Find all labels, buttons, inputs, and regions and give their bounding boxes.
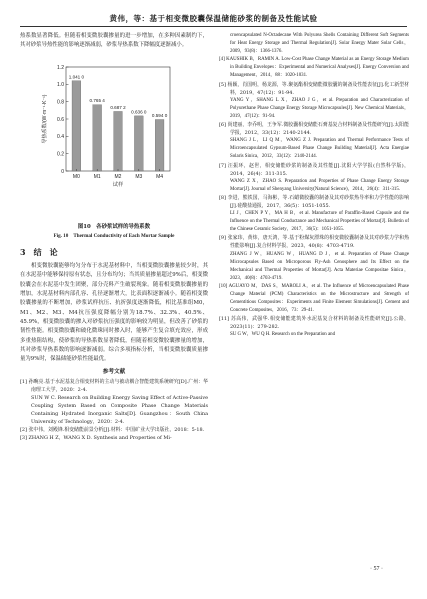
reference-entry xyxy=(219,283,409,315)
right-column-references xyxy=(219,32,409,340)
section-title: 结 论 xyxy=(33,247,58,258)
data-label: 0.687 2 xyxy=(110,104,126,110)
reference-entry xyxy=(20,434,208,442)
reference-entry xyxy=(219,210,409,234)
reference-number: [8] xyxy=(219,194,228,201)
reference-number: [6] xyxy=(219,122,228,129)
reference-text: AGUAYO M，DAS S，MAROLI A，et al. The Influence of Microencapsulated Phase Change Material (PCM) Characteristics on the Microstructure and Strength of Cementitious Composites：Experiments and Finite Element Simulations[J]. Cement and Concrete Composites，2016，73：29-41. xyxy=(228,283,409,314)
page-number: · 57 · xyxy=(370,566,383,572)
reference-number: [7] xyxy=(219,162,228,169)
reference-number: [1] xyxy=(20,378,29,385)
x-tick-label: M1 xyxy=(93,173,101,180)
reference-entry xyxy=(219,32,409,56)
reference-entry xyxy=(20,426,208,434)
reference-text: 汪振环，赵世，相变储能砂浆的制备及其性能[J].沈阳大学学报(自然科学版)，2014，26(4)：311-315. xyxy=(227,162,410,177)
references-heading: 参考文献 xyxy=(102,369,126,376)
intro-paragraph: 热系数显著降低。但随着相变微胶囊掺量的进一步增加，在多种因素制约下，其对砂浆导热性能的影响逐渐减弱，砂浆导热系数下降幅度逐渐减小。 xyxy=(20,33,208,49)
reference-text: 苏高伟，武强华.相变储能建筑外水泥基复合材料的制备及性能研究[J].公路，2023(11)：279-282. xyxy=(230,316,409,331)
left-references xyxy=(20,378,208,443)
reference-text: 尚建丽，李乔明，王争军.微胶囊相变储能石膏基复合材料制备及性能研究[J].太阳能学报，2012，33(12)：2140-2144. xyxy=(227,122,410,137)
header-rule xyxy=(20,26,407,27)
reference-entry xyxy=(20,394,208,426)
bar-m2 xyxy=(114,111,123,171)
y-tick-label: 0 xyxy=(61,168,64,175)
reference-entry xyxy=(219,251,409,283)
data-label: 1.041 0 xyxy=(68,73,85,79)
bar-m0 xyxy=(72,80,81,170)
reference-number: [9] xyxy=(219,235,228,242)
reference-text: 张家玮，黄炜，唐天鸿，等.基于粉煤灰漂珠的相变微胶囊制备及其对砂浆力学和热性能影响[J].复合材料学报，2023，40(8)：4703-4719. xyxy=(227,235,409,250)
y-axis-label: 导热系数/(W·m⁻¹·K⁻¹) xyxy=(42,94,48,144)
running-header: 黄伟，等：基于相变微胶囊保温储能砂浆的制备及性能试验 xyxy=(109,14,318,23)
reference-entry xyxy=(219,81,409,97)
x-axis-label: 试样 xyxy=(112,181,124,188)
reference-entry xyxy=(219,315,409,331)
y-tick-label: 1.2 xyxy=(57,64,64,71)
figure-caption-cn: 图10 各砂浆试样的导热系数 xyxy=(77,223,151,230)
data-label: 0.636 0 xyxy=(131,108,147,114)
section-number: 3 xyxy=(20,247,26,258)
reference-text: SUN W C. Research on Building Energy Saving Effect of Active-Passive Coupling System Based on Composite Phase Change Materials Containing Hydrated Inorganic Salts[D]. Guangzhou：South China University of Technology，2020：2-4. xyxy=(31,394,208,426)
reference-text: ZHANG J W，HUANG W，HUANG D J，et al. Preparation of Phase Change Microcapsules Based on Microporous Fly-Ash Cenosphere and Its Effect on the Mechanical and Thermal Properties of Mortar[J]. Acta Materiae Compositae Sinica，2023，40(8)：4703-4719. xyxy=(230,251,409,281)
left-column xyxy=(20,32,208,443)
y-tick-label: 0.4 xyxy=(57,133,64,140)
reference-text: YANG Y，SHANG L X，ZHAO J G，et al. Preparation and Characterization of Polyurethane Phase Change Energy Storage Microcapsules[J]. New Chemical Materials，2019，47(12)：91-94. xyxy=(230,97,409,119)
reference-text: 张中伟，刘殿锋.相变储能前景分析[J].材料：中国矿业大学出版社，2018：5-18. xyxy=(28,427,205,434)
reference-text: LI J，CHEN P Y，MA H B，et al. Manufacture of Paraffin-Based Capsule and the Influence on the Thermal Conductance and Mechanical Properties of Mortar[J]. Bulletin of the Chinese Ceramic Society，2017，36(5)：1051-1055. xyxy=(230,211,409,233)
data-label: 0.594 0 xyxy=(151,112,168,118)
reference-number: [10] xyxy=(219,283,229,289)
reference-text: SHANG J L，LI Q M，WANG Z J. Preparation and Thermal Performance Tests of Microencapsulated Gypsum-Based Phase Change Building Material[J]. Acta Energiae Solaris Sinica，2012，33(12)：2140-2144. xyxy=(230,138,409,160)
reference-entry xyxy=(20,378,208,394)
reference-number: [11] xyxy=(219,316,231,323)
conclusion-paragraph: 相变微胶囊能够均匀分布于水泥基材料中，当相变微胶囊掺量较少时，其在水泥基中能够保持原有状态，且分布均匀；当其质量掺量超过9%后，相变微胶囊会在水泥基中发生团聚，部分壳料产生破裂现象。随着相变微胶囊掺量的增加，水泥基材料内部孔容、孔径逐渐增大，比表面积逐渐减小。随着相变微胶囊掺量的不断增加，砂浆试样抗压、抗折强度逐渐降低，相比基准组M0，M1、M2、M3、M4抗压强度降幅分别为18.7%、32.3%、40.5%、45.9%，相变微胶囊的掺入对砂浆抗压强度的影响较为明显，但改善了砂浆的韧性性能。相变微胶囊和破化微珠同时掺入时，能够产生复合填充效应，形成多重热阻结构，使砂浆的导热系数显著降低，但随着相变微胶囊掺量的增加，其对砂浆导热系数的影响逐渐减弱。综合多项指标分析，当相变微胶囊质量掺量为9%时，保温储能砂浆性能最优。 xyxy=(20,263,208,363)
x-tick-label: M0 xyxy=(72,173,80,180)
reference-text: croencapsulated N-Octadecane With Polyurea Shells Containing Different Soft Segments for Heat Energy Storage and Thermal Regulation[J]. Solar Energy Mater Solar Cells，2009，93(8)：1366-1376. xyxy=(230,33,409,55)
reference-entry xyxy=(219,97,409,121)
reference-entry xyxy=(219,137,409,161)
figure-caption-en: Fig. 10 Thermal Conductivity of Each Mortar Sample xyxy=(53,232,175,239)
reference-entry xyxy=(219,162,409,178)
reference-entry xyxy=(219,178,409,194)
reference-text: 杨颖，肖国明，杨龙源，等.聚氨酯相变储能微胶囊的制备及性能表征[J].化工新型材料，2019，47(12)：91-94. xyxy=(227,81,410,96)
reference-entry xyxy=(219,121,409,137)
reference-number: [5] xyxy=(219,81,228,88)
reference-entry xyxy=(219,56,409,80)
bar-m4 xyxy=(155,119,164,170)
thermal-conductivity-chart xyxy=(20,53,208,203)
x-tick-label: M4 xyxy=(156,173,164,180)
bar-m1 xyxy=(93,104,102,170)
y-tick-label: 0.8 xyxy=(57,99,64,106)
x-tick-label: M3 xyxy=(135,173,143,180)
reference-entry xyxy=(219,234,409,250)
reference-entry xyxy=(219,331,409,339)
y-tick-label: 0.6 xyxy=(57,116,64,123)
x-tick-label: M2 xyxy=(114,173,122,180)
reference-text: ZHANG H Z，WANG X D. Synthesis and Properties of Mi- xyxy=(28,435,172,442)
data-label: 0.765 4 xyxy=(89,97,105,103)
reference-text: KAUSHIK B，RAMIN A. Low-Cost Phase Change Material as an Energy Storage Medium in Building Envelopes：Experimental and Numerical Analyses[J]. Energy Conversion and Management，2014，88：1020-1031. xyxy=(226,57,409,79)
reference-text: 李进，熊铁国，马海彬，等.石蜡微胶囊的制备及其对砂浆热导率和力学性能的影响[J].硅酸盐通报，2017，36(5)：1051-1055. xyxy=(227,194,409,209)
reference-entry xyxy=(219,194,409,210)
reference-number: [2] xyxy=(20,427,29,434)
reference-text: WANG Z X，ZHAO S. Preparation and Properties of Phase Change Energy Storage Mortar[J]. Journal of Shenyang University(Natural Science)，2014，26(4)：311-315. xyxy=(230,178,409,192)
bar-m3 xyxy=(134,115,143,170)
section-heading xyxy=(20,246,208,258)
reference-number: [3] xyxy=(20,435,29,442)
y-tick-label: 1.0 xyxy=(57,81,64,88)
reference-text: 孙畹亮.基于水泥基复合相变材料的主动与被动耦合智能建筑系统研究[D].广州：华南理工大学，2020：2-4. xyxy=(28,378,209,393)
y-tick-label: 0.2 xyxy=(57,151,64,158)
reference-text: SU G W，WU Q H. Research on the Preparation and xyxy=(230,332,336,338)
figure-10 xyxy=(20,53,208,225)
reference-number: [4] xyxy=(219,57,227,63)
